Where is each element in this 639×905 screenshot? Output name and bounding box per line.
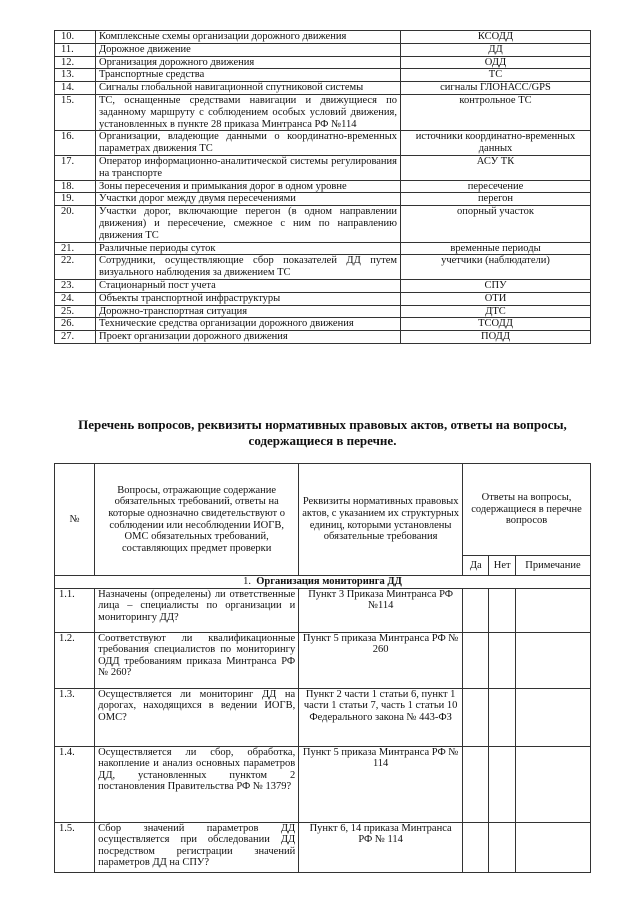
abbreviation-number: 10.: [55, 31, 96, 44]
abbreviation-number: 13.: [55, 69, 96, 82]
abbreviation-short: ДТС: [401, 305, 591, 318]
question-text: Осуществляется ли сбор, обработка, накопление и анализ основных параметров ДД, установленных пунктом 2 постановления Правительства РФ № 1379?: [95, 746, 299, 822]
question-reference: Пункт 5 приказа Минтранса РФ № 260: [299, 632, 463, 688]
abbreviation-row: [55, 31, 591, 44]
abbreviation-row: [55, 242, 591, 255]
answer-note-cell[interactable]: [515, 822, 590, 872]
abbreviation-row: [55, 279, 591, 292]
abbreviation-number: 19.: [55, 193, 96, 206]
abbreviation-row: [55, 56, 591, 69]
abbreviation-term: Зоны пересечения и примыкания дорог в одном уровне: [96, 180, 401, 193]
abbreviation-number: 27.: [55, 331, 96, 344]
answer-yes-cell[interactable]: [463, 822, 489, 872]
question-row: [55, 588, 591, 632]
question-reference: Пункт 5 приказа Минтранса РФ № 114: [299, 746, 463, 822]
abbreviation-row: [55, 206, 591, 242]
question-reference: Пункт 6, 14 приказа Минтранса РФ № 114: [299, 822, 463, 872]
abbreviation-term: Объекты транспортной инфраструктуры: [96, 292, 401, 305]
header-num: №: [55, 464, 95, 576]
abbreviation-term: Оператор информационно-аналитической системы регулирования на транспорте: [96, 155, 401, 180]
abbreviation-short: опорный участок: [401, 206, 591, 242]
abbreviation-row: [55, 331, 591, 344]
abbreviation-number: 20.: [55, 206, 96, 242]
abbreviation-short: ДД: [401, 43, 591, 56]
header-no: Нет: [489, 556, 515, 576]
question-text: Осуществляется ли мониторинг ДД на дорогах, находящихся в ведении ИОГВ, ОМС?: [95, 688, 299, 746]
abbreviation-term: Технические средства организации дорожного движения: [96, 318, 401, 331]
abbreviation-term: Транспортные средства: [96, 69, 401, 82]
abbreviation-row: [55, 255, 591, 280]
answer-no-cell[interactable]: [489, 688, 515, 746]
abbreviation-term: Стационарный пост учета: [96, 279, 401, 292]
abbreviation-term: Проект организации дорожного движения: [96, 331, 401, 344]
abbreviation-term: Дорожное движение: [96, 43, 401, 56]
abbreviation-short: ОТИ: [401, 292, 591, 305]
section-num: 1.: [243, 576, 251, 587]
question-reference: Пункт 2 части 1 статьи 6, пункт 1 части 1 статьи 7, часть 1 статьи 10 Федерального закона № 443-ФЗ: [299, 688, 463, 746]
question-number: 1.5.: [55, 822, 95, 872]
abbreviations-table: [54, 30, 591, 344]
abbreviation-row: [55, 82, 591, 95]
abbreviation-term: ТС, оснащенные средствами навигации и движущиеся по заданному маршруту с соблюдением особых условий движения, установленных в пункте 28 приказа Минтранса РФ №114: [96, 94, 401, 130]
abbreviation-number: 15.: [55, 94, 96, 130]
question-number: 1.4.: [55, 746, 95, 822]
header-requisites: Реквизиты нормативных правовых актов, с указанием их структурных единиц, которыми установлены обязательные требования: [299, 464, 463, 576]
abbreviation-term: Участки дорог, включающие перегон (в одном направлении движения) и пересечение, смежное с ним по направлению движения ТС: [96, 206, 401, 242]
abbreviation-short: учетчики (наблюдатели): [401, 255, 591, 280]
abbreviation-short: КСОДД: [401, 31, 591, 44]
abbreviation-row: [55, 180, 591, 193]
questions-table: [54, 463, 591, 873]
question-number: 1.1.: [55, 588, 95, 632]
question-number: 1.2.: [55, 632, 95, 688]
abbreviation-number: 17.: [55, 155, 96, 180]
abbreviation-number: 24.: [55, 292, 96, 305]
question-row: [55, 632, 591, 688]
abbreviation-number: 21.: [55, 242, 96, 255]
header-answers: Ответы на вопросы, содержащиеся в перечне вопросов: [463, 464, 591, 556]
section-heading: Перечень вопросов, реквизиты нормативных правовых актов, ответы на вопросы, содержащиеся в перечне.: [78, 417, 567, 448]
answer-yes-cell[interactable]: [463, 632, 489, 688]
answer-no-cell[interactable]: [489, 822, 515, 872]
abbreviation-short: СПУ: [401, 279, 591, 292]
answer-no-cell[interactable]: [489, 746, 515, 822]
header-question: Вопросы, отражающие содержание обязательных требований, ответы на которые однозначно свидетельствуют о соблюдении или несоблюдении ИОГВ, ОМС обязательных требований, составляющих предмет проверки: [95, 464, 299, 576]
abbreviation-short: временные периоды: [401, 242, 591, 255]
abbreviation-term: Комплексные схемы организации дорожного движения: [96, 31, 401, 44]
abbreviation-short: источники координатно-временных данных: [401, 131, 591, 156]
abbreviation-short: контрольное ТС: [401, 94, 591, 130]
abbreviation-term: Организации, владеющие данными о координатно-временных параметрах движения ТС: [96, 131, 401, 156]
abbreviation-row: [55, 155, 591, 180]
abbreviation-row: [55, 193, 591, 206]
abbreviation-row: [55, 305, 591, 318]
abbreviation-short: ТС: [401, 69, 591, 82]
abbreviation-number: 12.: [55, 56, 96, 69]
answer-yes-cell[interactable]: [463, 688, 489, 746]
question-text: Назначены (определены) ли ответственные лица – специалисты по организации и мониторингу ДД?: [95, 588, 299, 632]
abbreviation-term: Дорожно-транспортная ситуация: [96, 305, 401, 318]
answer-no-cell[interactable]: [489, 632, 515, 688]
answer-yes-cell[interactable]: [463, 746, 489, 822]
question-row: [55, 688, 591, 746]
question-number: 1.3.: [55, 688, 95, 746]
answer-no-cell[interactable]: [489, 588, 515, 632]
abbreviation-term: Участки дорог между двумя пересечениями: [96, 193, 401, 206]
abbreviation-row: [55, 69, 591, 82]
abbreviation-number: 23.: [55, 279, 96, 292]
question-text: Сбор значений параметров ДД осуществляется при обследовании ДД посредством регистрации значений параметров ДД на СПУ?: [95, 822, 299, 872]
abbreviation-number: 11.: [55, 43, 96, 56]
abbreviation-number: 25.: [55, 305, 96, 318]
question-text: Соответствуют ли квалификационные требования специалистов по мониторингу ОДД требованиям приказа Минтранса РФ № 260?: [95, 632, 299, 688]
answer-note-cell[interactable]: [515, 588, 590, 632]
header-yes: Да: [463, 556, 489, 576]
answer-note-cell[interactable]: [515, 746, 590, 822]
abbreviation-term: Сотрудники, осуществляющие сбор показателей ДД путем визуального наблюдения за движением ТС: [96, 255, 401, 280]
answer-yes-cell[interactable]: [463, 588, 489, 632]
abbreviation-number: 22.: [55, 255, 96, 280]
question-row: [55, 746, 591, 822]
abbreviation-row: [55, 94, 591, 130]
abbreviation-short: АСУ ТК: [401, 155, 591, 180]
abbreviation-short: перегон: [401, 193, 591, 206]
abbreviation-term: Организация дорожного движения: [96, 56, 401, 69]
answer-note-cell[interactable]: [515, 688, 590, 746]
abbreviation-short: пересечение: [401, 180, 591, 193]
abbreviation-row: [55, 131, 591, 156]
abbreviation-row: [55, 43, 591, 56]
question-row: [55, 822, 591, 872]
abbreviation-row: [55, 292, 591, 305]
question-reference: Пункт 3 Приказа Минтранса РФ №114: [299, 588, 463, 632]
abbreviation-number: 16.: [55, 131, 96, 156]
abbreviation-term: Сигналы глобальной навигационной спутниковой системы: [96, 82, 401, 95]
section-row: [55, 576, 591, 589]
abbreviation-number: 18.: [55, 180, 96, 193]
abbreviation-short: ОДД: [401, 56, 591, 69]
header-note: Примечание: [515, 556, 590, 576]
abbreviation-term: Различные периоды суток: [96, 242, 401, 255]
abbreviation-row: [55, 318, 591, 331]
section-title: Организация мониторинга ДД: [256, 576, 402, 587]
abbreviation-short: сигналы ГЛОНАСС/GPS: [401, 82, 591, 95]
abbreviation-short: ПОДД: [401, 331, 591, 344]
abbreviation-short: ТСОДД: [401, 318, 591, 331]
abbreviation-number: 14.: [55, 82, 96, 95]
answer-note-cell[interactable]: [515, 632, 590, 688]
abbreviation-number: 26.: [55, 318, 96, 331]
